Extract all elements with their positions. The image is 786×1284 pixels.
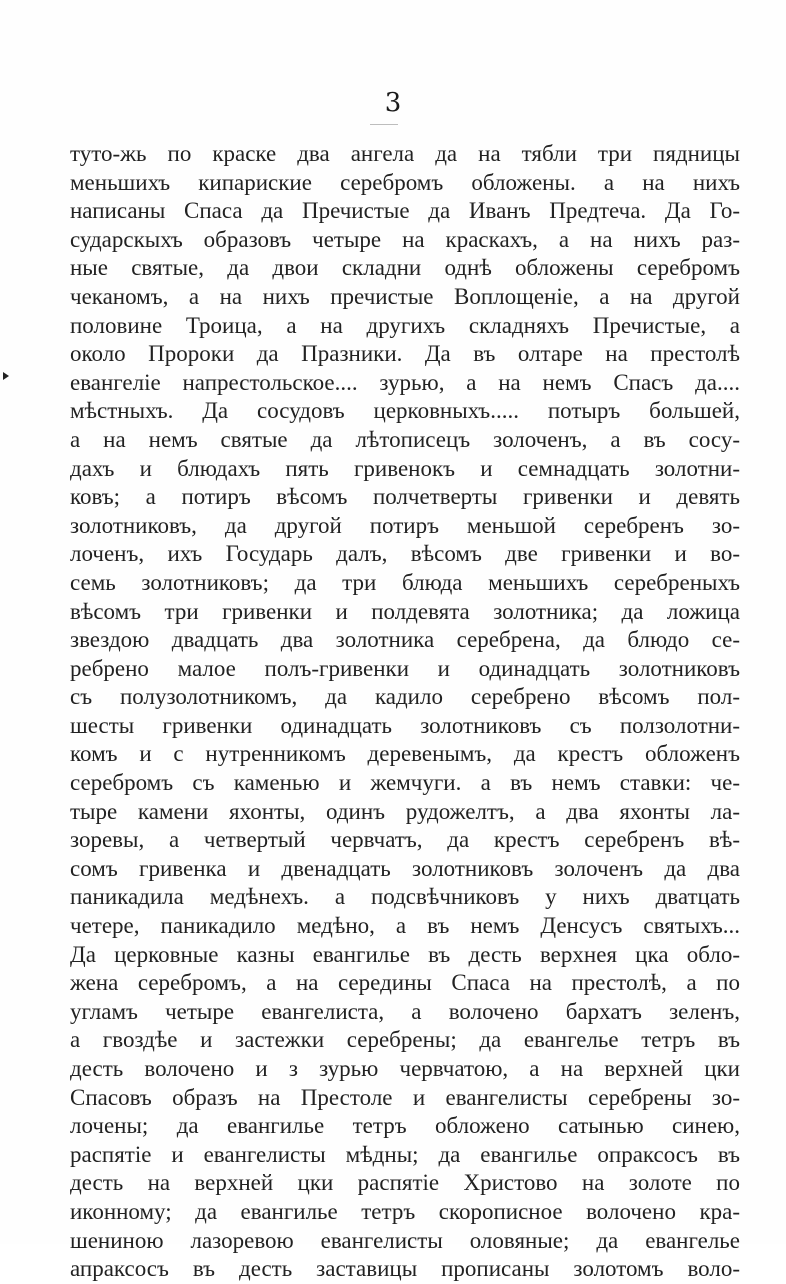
body-text [70, 140, 740, 1284]
text-line: лочены; да евангилье тетръ обложено сатынью синею, [70, 1113, 740, 1139]
margin-arrow-icon [3, 372, 9, 380]
text-line: распятіе и евангелисты мѣдны; да евангилье опраксосъ въ [70, 1141, 740, 1167]
text-line: дахъ и блюдахъ пять гривенокъ и семнадцать золотни- [70, 455, 740, 481]
text-line: лоченъ, ихъ Государь далъ, вѣсомъ две гривенки и во- [70, 541, 740, 567]
text-line: Спасовъ образъ на Престоле и евангелисты серебрены зо- [70, 1084, 740, 1110]
text-line: около Пророки да Празники. Да въ олтаре на престолѣ [70, 341, 740, 367]
text-line: тыре камени яхонты, одинъ рудожелтъ, а два яхонты ла- [70, 798, 740, 824]
text-line: написаны Спаса да Пречистые да Иванъ Предтеча. Да Го- [70, 198, 740, 224]
text-line: шениною лазоревою евангелисты оловяные; да евангелье [70, 1227, 740, 1253]
text-line: десть на верхней цки распятіе Христово на золоте по [70, 1170, 740, 1196]
text-line: жена серебромъ, а на середины Спаса на престолѣ, а по [70, 970, 740, 996]
text-line: звездою двадцать два золотника серебрена, да блюдо се- [70, 627, 740, 653]
text-line: половине Троица, а на другихъ складняхъ Пречистые, а [70, 312, 740, 338]
text-line: ные святые, да двои складни однѣ обложены серебромъ [70, 255, 740, 281]
text-line: евангеліе напрестольское.... зурью, а на немъ Спасъ да.... [70, 369, 740, 395]
text-line: семь золотниковъ; да три блюда меньшихъ серебреныхъ [70, 569, 740, 595]
text-line: зоревы, а четвертый червчатъ, да крестъ серебренъ вѣ- [70, 827, 740, 853]
text-line: серебромъ съ каменью и жемчуги. а въ немъ ставки: че- [70, 770, 740, 796]
text-line: Да церковные казны евангилье въ десть верхнея цка обло- [70, 941, 740, 967]
text-line: вѣсомъ три гривенки и полдевята золотника; да ложица [70, 598, 740, 624]
text-line: а на немъ святые да лѣтописецъ золоченъ, а въ сосу- [70, 426, 740, 452]
text-line: ребрено малое полъ-гривенки и одинадцать золотниковъ [70, 655, 740, 681]
page-number: 3 [384, 88, 402, 118]
text-line: ковъ; а потиръ вѣсомъ полчетверты гривенки и девять [70, 484, 740, 510]
text-line: иконному; да евангилье тетръ скорописное волочено кра- [70, 1198, 740, 1224]
text-line: сомъ гривенка и двенадцать золотниковъ золоченъ да два [70, 855, 740, 881]
text-line: туто-жь по краске два ангела да на тябли три пядницы [70, 141, 740, 166]
page-number-underline [370, 124, 398, 125]
text-line: четере, паникадило медѣно, а въ немъ Денсусъ святыхъ... [70, 913, 740, 939]
text-line: комъ и с нутренникомъ деревенымъ, да крестъ обложенъ [70, 741, 740, 767]
text-line: съ полузолотникомъ, да кадило серебрено вѣсомъ пол- [70, 684, 740, 710]
text-line: угламъ четыре евангелиста, а волочено бархатъ зеленъ, [70, 998, 740, 1024]
text-line: золотниковъ, да другой потиръ меньшой серебренъ зо- [70, 512, 740, 538]
text-line: паникадила медѣнехъ. а подсвѣчниковъ у нихъ дватцать [70, 884, 740, 910]
text-line: шесты гривенки одинадцать золотниковъ съ ползолотни- [70, 712, 740, 738]
text-line: чеканомъ, а на нихъ пречистые Воплощеніе, а на другой [70, 283, 740, 309]
text-line: а гвоздѣе и застежки серебрены; да евангелье тетръ въ [70, 1027, 740, 1053]
text-line: десть волочено и з зурью червчатою, а на верхней цки [70, 1056, 740, 1081]
text-line: сударскыхъ образовъ четыре на краскахъ, а на нихъ раз- [70, 226, 740, 252]
text-line: меньшихъ кипариские серебромъ обложены. а на нихъ [70, 169, 740, 195]
text-line: мѣстныхъ. Да сосудовъ церковныхъ..... потыръ большей, [70, 398, 740, 424]
text-line: апраксосъ въ десть заставицы прописаны золотомъ воло- [70, 1256, 740, 1282]
